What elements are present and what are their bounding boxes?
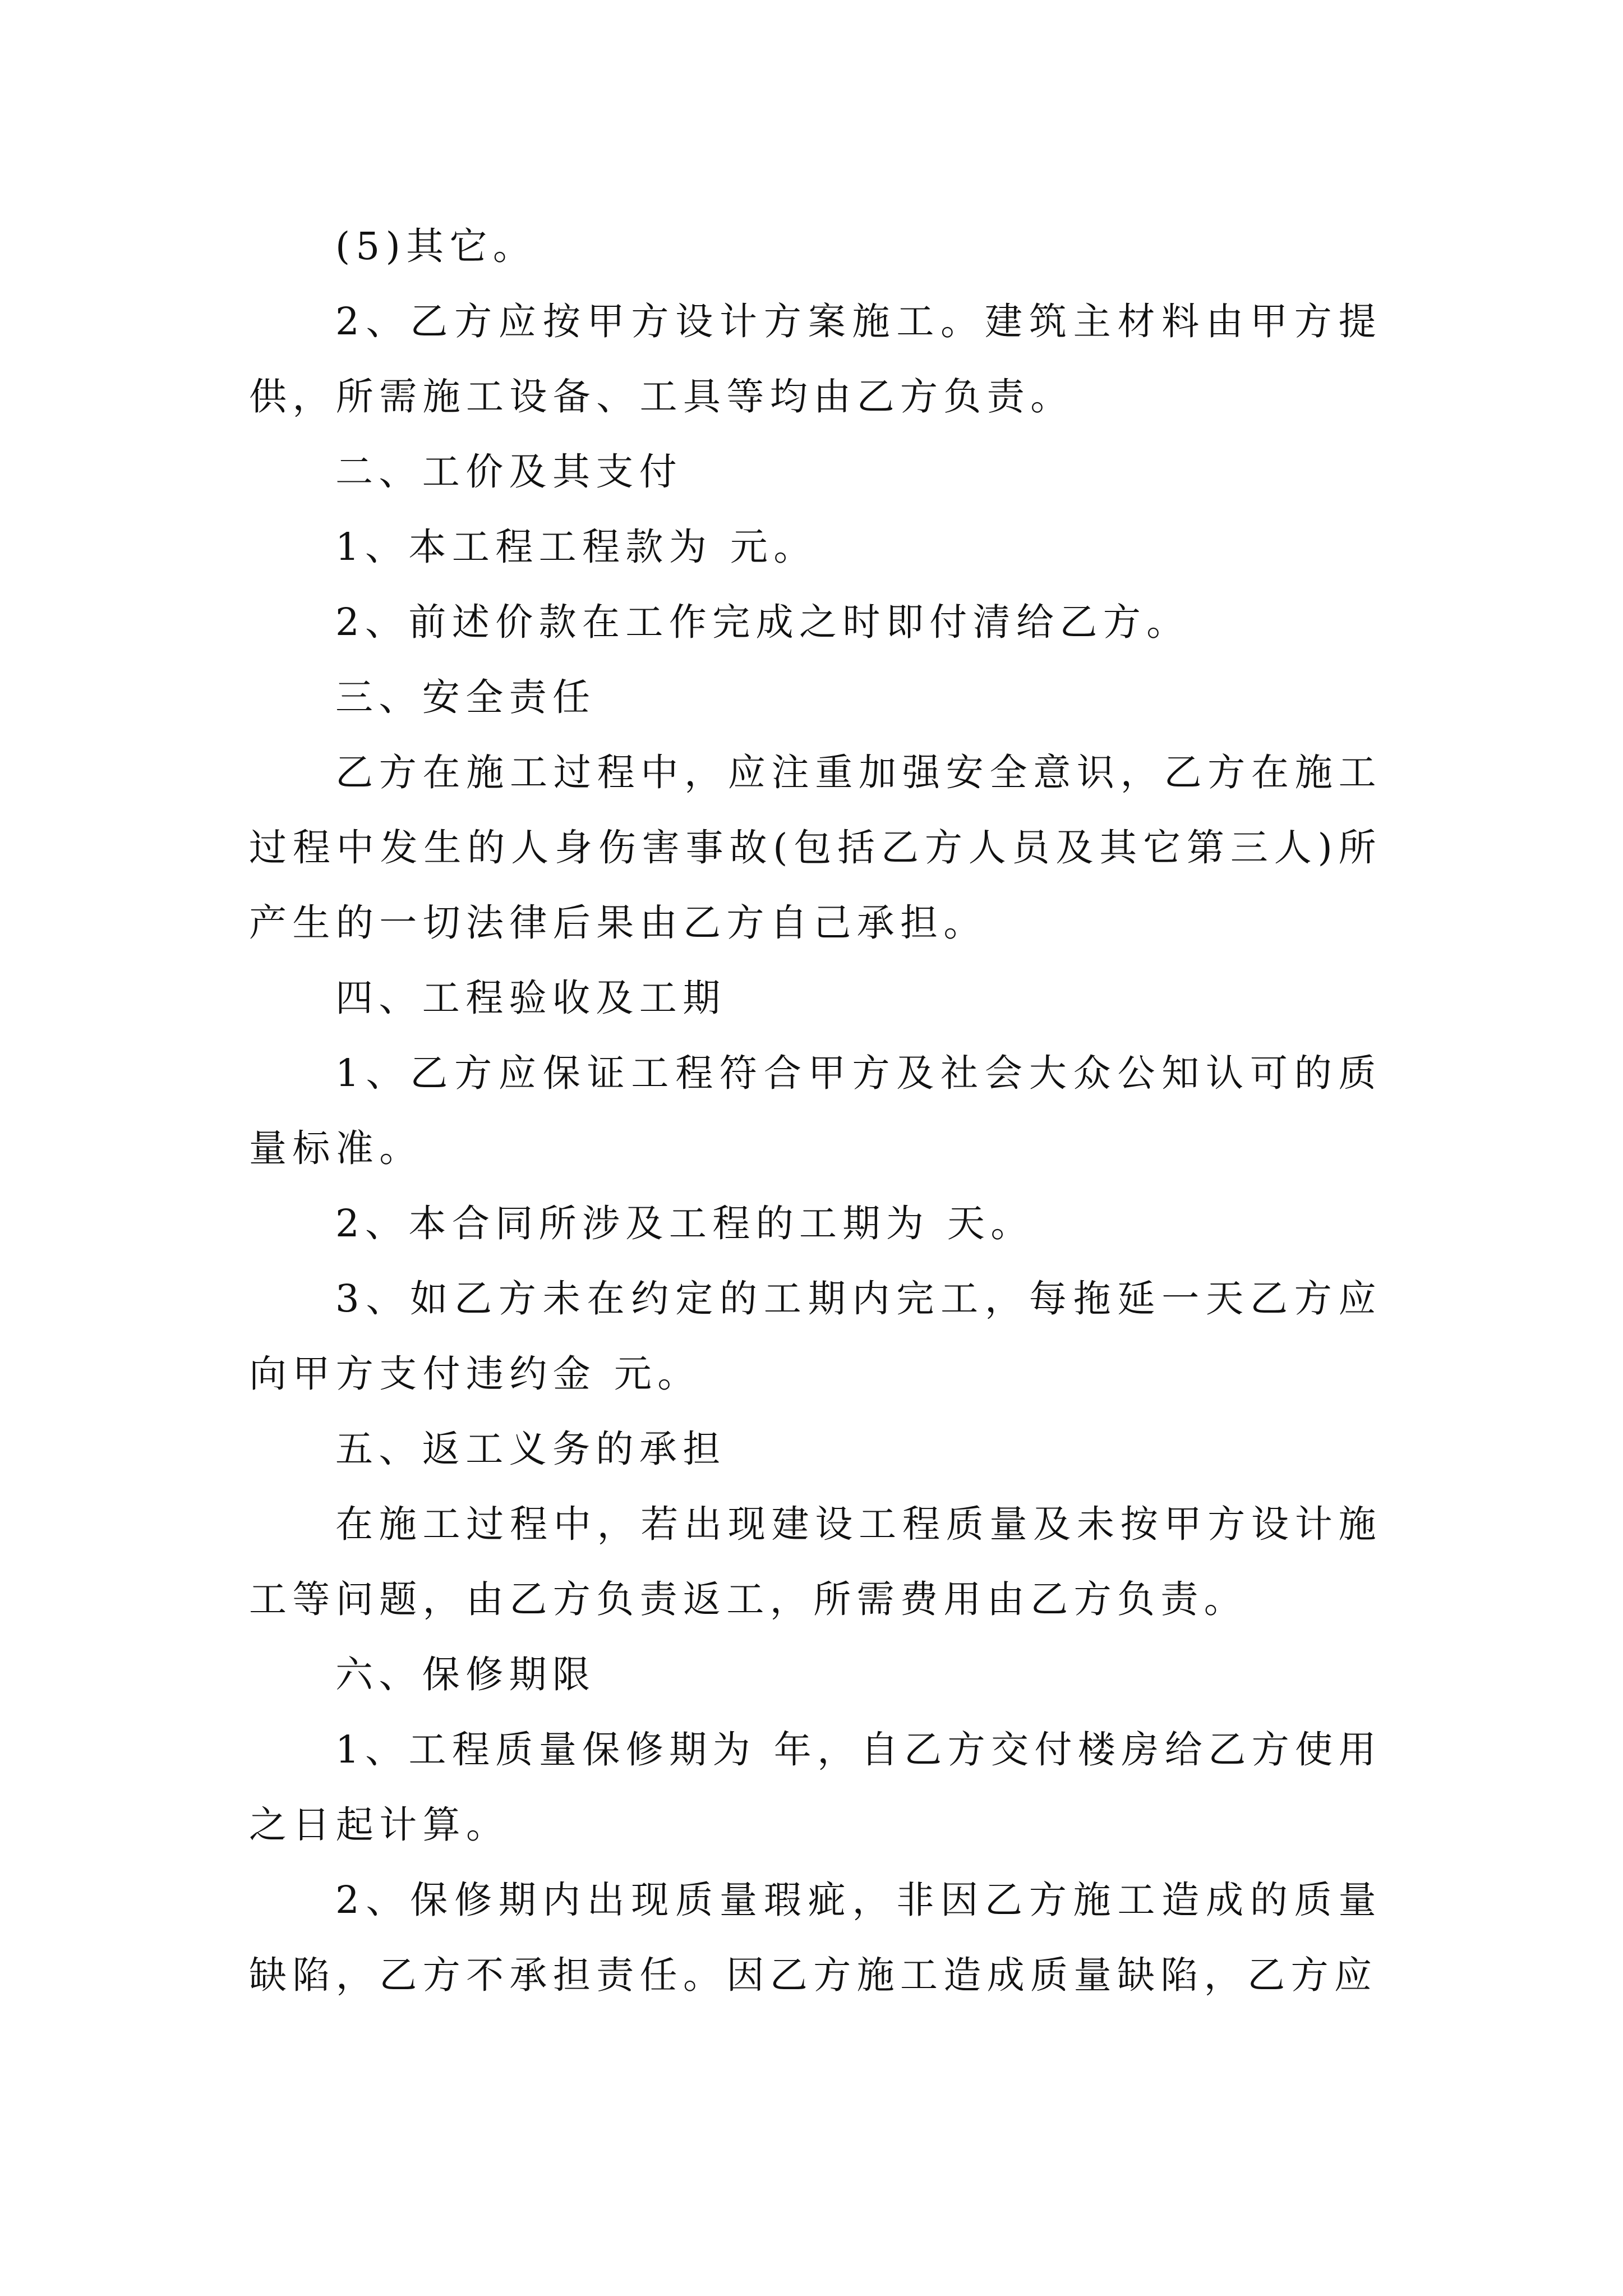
section-heading-warranty: 六、保修期限 — [335, 1653, 596, 1696]
paragraph-duration: 2、本合同所涉及工程的工期为 天。 — [335, 1202, 1034, 1245]
document-body — [249, 209, 1382, 2013]
paragraph-rework-duty: 在施工过程中，若出现建设工程质量及未按甲方设计施工等问题，由乙方负责返工，所需费用由乙方负责。 — [249, 1502, 1382, 1621]
paragraph-delay-penalty: 3、如乙方未在约定的工期内完工，每拖延一天乙方应向甲方支付违约金 元。 — [249, 1277, 1382, 1396]
section-heading-rework: 五、返工义务的承担 — [335, 1427, 726, 1471]
paragraph-project-fee: 1、本工程工程款为 元。 — [335, 525, 817, 569]
section-heading-safety: 三、安全责任 — [335, 675, 596, 719]
paragraph-warranty-period: 1、工程质量保修期为 年，自乙方交付楼房给乙方使用之日起计算。 — [249, 1728, 1382, 1847]
paragraph-other: (5)其它。 — [335, 224, 537, 268]
section-heading-payment: 二、工价及其支付 — [335, 450, 683, 494]
section-heading-acceptance: 四、工程验收及工期 — [335, 976, 726, 1020]
paragraph-warranty-defects: 2、保修期内出现质量瑕疵，非因乙方施工造成的质量缺陷，乙方不承担责任。因乙方施工造成质量缺陷，乙方应 — [249, 1878, 1382, 1997]
paragraph-quality-standard: 1、乙方应保证工程符合甲方及社会大众公知认可的质量标准。 — [249, 1051, 1382, 1170]
paragraph-payment-timing: 2、前述价款在工作完成之时即付清给乙方。 — [335, 600, 1190, 644]
paragraph-safety-liability: 乙方在施工过程中，应注重加强安全意识，乙方在施工过程中发生的人身伤害事故(包括乙方人员及其它第三人)所产生的一切法律后果由乙方自己承担。 — [249, 751, 1382, 945]
paragraph-construction-plan: 2、乙方应按甲方设计方案施工。建筑主材料由甲方提供，所需施工设备、工具等均由乙方负责。 — [249, 300, 1382, 418]
